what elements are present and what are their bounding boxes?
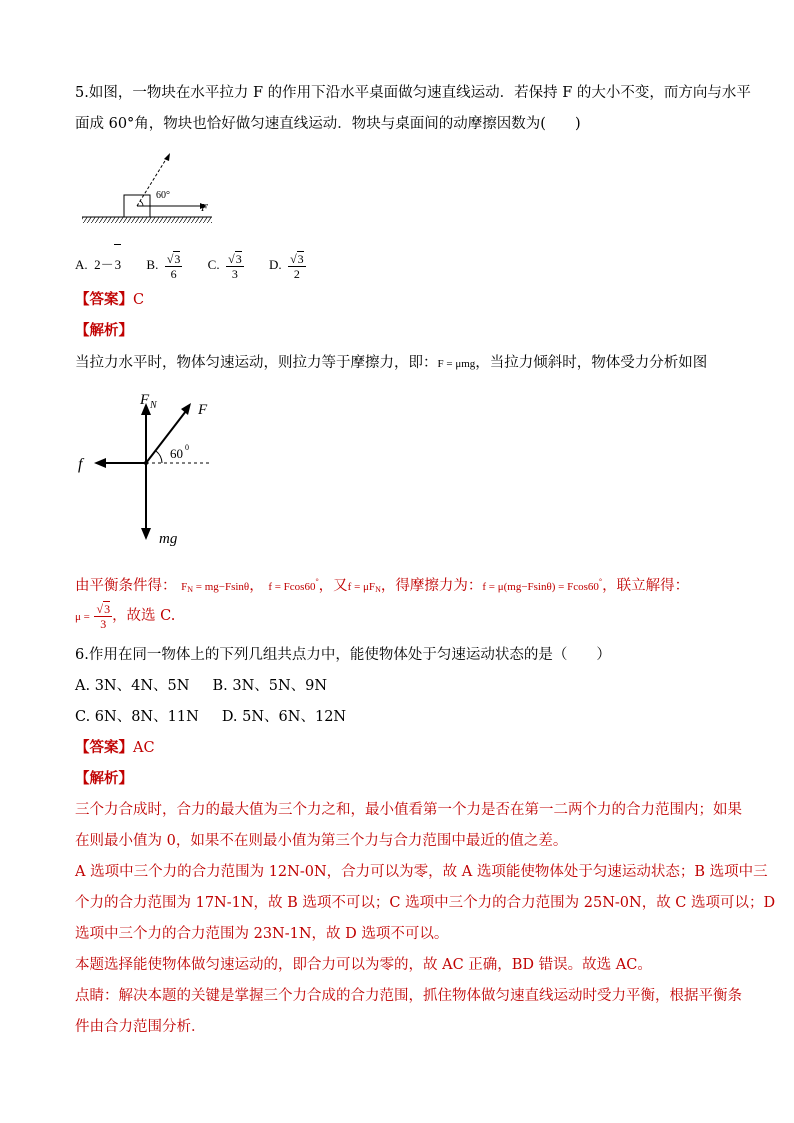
fn-label: F (140, 392, 150, 408)
option-d: D. $\frac{√3}{2}$ (268, 252, 304, 282)
q5-stem-line2: 面成 60°角，物块也恰好做匀速直线运动．物块与桌面间的动摩擦因数为( ) (75, 116, 581, 132)
friction-label: f (78, 456, 83, 473)
q6-stem: 6.作用在同一物体上的下列几组共点力中，能使物体处于匀速运动状态的是（ ） (75, 647, 611, 663)
mg-label: mg (159, 531, 178, 547)
fig-force-label: F (201, 202, 208, 214)
fn-sub: N (150, 400, 157, 411)
option-c: C. $\frac{√3}{3}$ (207, 252, 242, 282)
q5-options (75, 244, 328, 285)
q6-analysis-2: 在则最小值为 0，如果不在则最小值为第三个力与合力范围中最近的值之差。 (75, 833, 568, 849)
q6-analysis-6: 本题选择能使物体做匀速运动的，即合力可以为零的，故 AC 正确，BD 错误。故选 AC。 (75, 957, 652, 973)
option-a: A. 2－3 (75, 244, 121, 285)
q6-option-b: B. 3N、5N、9N (212, 678, 328, 694)
angle-label: 60 (170, 446, 183, 461)
q6-analysis-8: 件由合力范围分析． (75, 1019, 206, 1035)
q6-analysis-1: 三个力合成时，合力的最大值为三个力之和，最小值看第一个力是否在第一二两个力的合力范围内；如果 (75, 802, 742, 818)
q6-option-c: C. 6N、8N、11N (75, 709, 199, 725)
q5-analysis-label: 【解析】 (75, 322, 133, 339)
q6-answer: 【答案】AC (75, 739, 155, 756)
q5-answer: 【答案】C (75, 291, 145, 308)
q6-analysis-7: 点睛：解决本题的关键是掌握三个力合成的合力范围，抓住物体做匀速直线运动时受力平衡，根据平衡条 (75, 988, 742, 1004)
q5-mu-result: μ = $\frac{√3}{3}$ ，故选 C. (75, 602, 176, 631)
fig-angle-label: 60° (156, 190, 170, 201)
q6-options-cd (75, 707, 346, 727)
block-figure (80, 150, 220, 230)
q6-analysis-4: 个力的合力范围为 17N-1N，故 B 选项不可以；C 选项中三个力的合力范围为 25N-0N，故 C 选项可以；D (75, 895, 776, 911)
option-b: B. $\frac{√3}{6}$ (146, 252, 181, 282)
q6-option-a: A. 3N、4N、5N (75, 678, 190, 694)
angle-sup: 0 (185, 443, 189, 452)
force-diagram (70, 385, 230, 550)
q5-stem-line1: 5.如图，一物块在水平拉力 F 的作用下沿水平桌面做匀速直线运动．若保持 F 的大小不变，而方向与水平 (75, 85, 751, 101)
q6-analysis-label: 【解析】 (75, 770, 133, 787)
q6-options-ab (75, 676, 327, 696)
f-force-label: F (198, 402, 208, 418)
q6-option-d: D. 5N、6N、12N (221, 709, 347, 725)
q6-analysis-3: A 选项中三个力的合力范围为 12N-0N，合力可以为零，故 A 选项能使物体处于匀速运动状态；B 选项中三 (75, 864, 768, 880)
q5-analysis-line1: 当拉力水平时，物体匀速运动，则拉力等于摩擦力，即：F = μmg，当拉力倾斜时，物体受力分析如图 (75, 355, 708, 371)
q6-analysis-5: 选项中三个力的合力范围为 23N-1N，故 D 选项不可以。 (75, 926, 449, 942)
q5-equations: 由平衡条件得： FN = mg−Fsinθ， f = Fcos60°，又f = μFN，得摩擦力为：f = μ(mg−Fsinθ) = Fcos60°，联立解得： (75, 577, 690, 594)
